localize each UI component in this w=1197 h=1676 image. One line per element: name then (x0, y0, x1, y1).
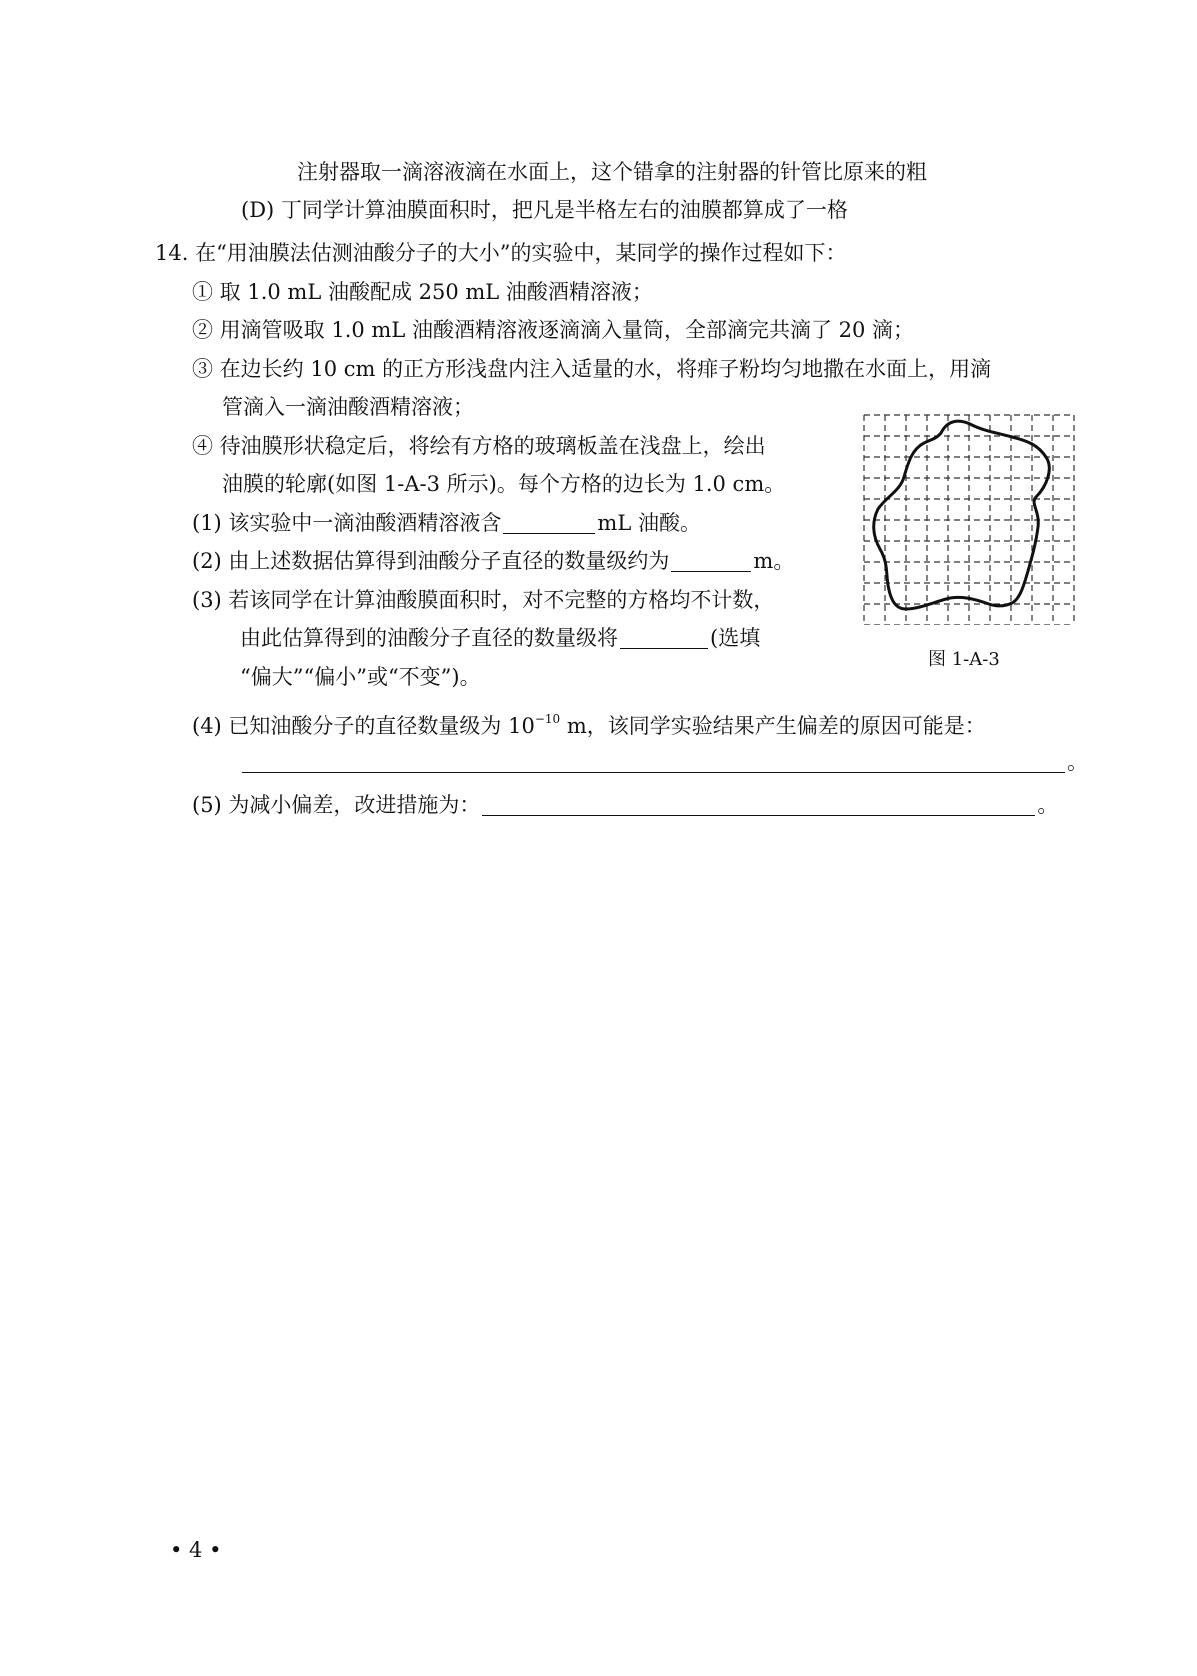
step-3-line-2: 管滴入一滴油酸酒精溶液； (222, 395, 474, 419)
answer-blank-2[interactable] (671, 551, 751, 572)
part-2-unit: m。 (753, 549, 795, 573)
oil-film-grid-figure (862, 413, 1080, 625)
part-3-line-3: “偏大”“偏小”或“不变”)。 (240, 665, 481, 689)
part-4-exponent: −10 (534, 712, 561, 726)
question-14-stem: 14. 在“用油膜法估测油酸分子的大小”的实验中，某同学的操作过程如下： (155, 241, 847, 265)
part-5-period: 。 (1037, 793, 1059, 817)
part-3-hint: (选填 (710, 626, 761, 650)
part-2-text: (2) 由上述数据估算得到油酸分子直径的数量级约为 (192, 549, 670, 573)
answer-blank-5[interactable] (482, 795, 1035, 816)
part-2 (192, 551, 794, 572)
answer-blank-1[interactable] (503, 513, 595, 534)
step-1: ① 取 1.0 mL 油酸配成 250 mL 油酸酒精溶液； (192, 280, 653, 304)
part-4-text-end: m，该同学实验结果产生偏差的原因可能是： (560, 714, 986, 738)
part-1 (192, 513, 701, 534)
part-5-text: (5) 为减小偏差，改进措施为： (192, 793, 481, 817)
step-3-line-1: ③ 在边长约 10 cm 的正方形浅盘内注入适量的水，将痱子粉均匀地撒在水面上，用滴 (192, 357, 992, 381)
step-2: ② 用滴管吸取 1.0 mL 油酸酒精溶液逐滴滴入量筒，全部滴完共滴了 20 滴； (192, 318, 915, 342)
part-1-unit: mL 油酸。 (597, 511, 701, 535)
part-4-text: (4) 已知油酸分子的直径数量级为 10 (192, 714, 535, 738)
part-4 (192, 713, 986, 737)
part-3-line-2 (240, 628, 760, 649)
part-1-text: (1) 该实验中一滴油酸酒精溶液含 (192, 511, 502, 535)
answer-blank-4[interactable] (242, 752, 1065, 773)
part-5 (192, 795, 1058, 816)
part-3-text: 由此估算得到的油酸分子直径的数量级将 (240, 626, 618, 650)
dashed-grid (864, 415, 1074, 625)
part-3-line-1: (3) 若该同学在计算油酸膜面积时，对不完整的方格均不计数， (192, 588, 775, 612)
page-number: • 4 • (170, 1538, 222, 1562)
answer-blank-3[interactable] (620, 628, 708, 649)
figure-caption: 图 1-A-3 (928, 649, 1000, 670)
step-4-line-2: 油膜的轮廓(如图 1-A-3 所示)。每个方格的边长为 1.0 cm。 (222, 472, 786, 496)
part-4-period: 。 (1067, 750, 1088, 774)
step-4-line-1: ④ 待油膜形状稳定后，将绘有方格的玻璃板盖在浅盘上，绘出 (192, 434, 766, 458)
text-line: 注射器取一滴溶液滴在水面上，这个错拿的注射器的针管比原来的粗 (297, 160, 927, 184)
part-4-answer-line (240, 752, 1088, 773)
oil-film-outline (874, 421, 1050, 609)
option-d: (D) 丁同学计算油膜面积时，把凡是半格左右的油膜都算成了一格 (241, 198, 848, 222)
